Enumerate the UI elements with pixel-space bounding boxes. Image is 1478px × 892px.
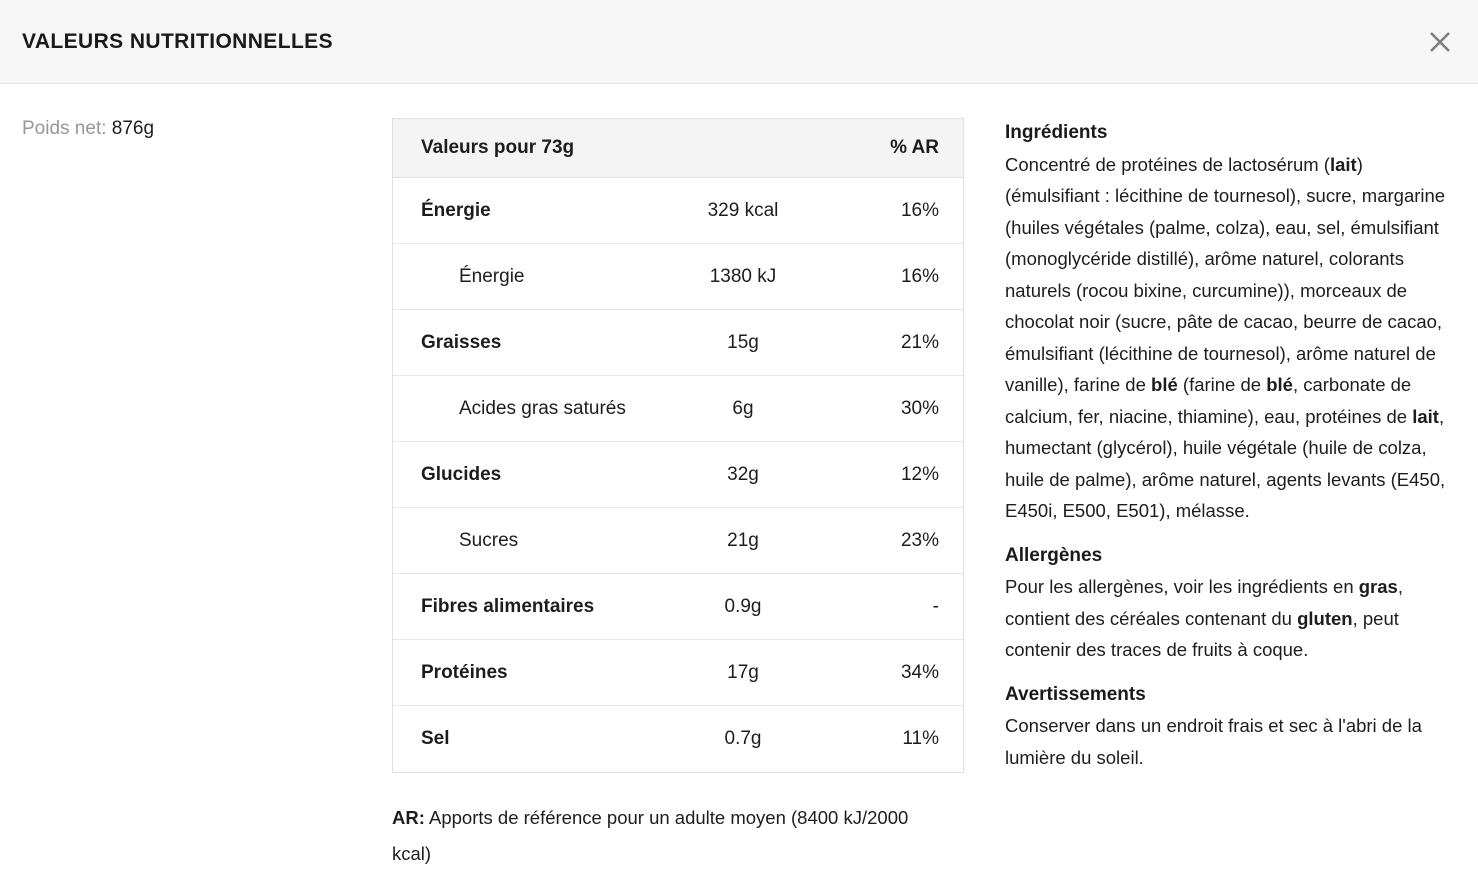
- nutrient-label: Graisses: [421, 331, 502, 353]
- text-run: , carbonate de calcium, fer, niacine, thiamine), eau, protéines de: [1005, 374, 1413, 427]
- text-run: Pour les allergènes, voir les ingrédients en: [1005, 576, 1359, 597]
- bold-allergen-term: blé: [1266, 374, 1293, 395]
- ingredients-text: [1005, 149, 1460, 527]
- nutrient-ar-percent: 16%: [900, 199, 939, 221]
- nutrient-ar-percent: 34%: [900, 661, 939, 683]
- text-run: (farine de: [1177, 374, 1267, 395]
- close-icon: [1424, 26, 1456, 58]
- net-weight-label: Poids net:: [22, 118, 107, 139]
- net-weight-value: 876g: [111, 118, 155, 139]
- allergens-text: [1005, 571, 1460, 666]
- nutrient-amount: 0.7g: [724, 728, 762, 749]
- text-run: ) (émulsifiant : lécithine de tournesol), sucre, margarine (huiles végétales (palme, colza), eau, sel, émulsifiant (monoglycéride distillé), arôme naturel, colorants naturels (rocou bixine, curcumine)), morceaux de chocolat noir (sucre, pâte de cacao, beurre de cacao, émulsifiant (lécithine de tournesol), arôme naturel de vanille), farine de: [1005, 153, 1446, 395]
- nutrient-ar-percent: 12%: [900, 463, 939, 485]
- nutrient-amount: 32g: [727, 463, 759, 485]
- info-column: [1005, 117, 1460, 786]
- table-row: [393, 508, 963, 574]
- table-row: [393, 310, 963, 376]
- nutrient-ar-percent: 16%: [900, 265, 939, 287]
- text-run: , peut contenir des traces de fruits à coque.: [1005, 607, 1399, 660]
- nutrient-ar-percent: 30%: [900, 397, 939, 419]
- ar-footnote: [392, 800, 937, 872]
- nutrition-rows: [393, 178, 963, 772]
- bold-allergen-term: blé: [1151, 374, 1178, 395]
- table-row: [393, 706, 963, 772]
- table-row: [393, 244, 963, 310]
- nutrient-amount: 329 kcal: [707, 199, 779, 221]
- nutrition-table-header: [393, 119, 963, 178]
- nutrient-label: Glucides: [421, 463, 502, 485]
- table-row: [393, 376, 963, 442]
- nutrition-table: [392, 118, 964, 773]
- ar-column-header: % AR: [890, 137, 939, 158]
- nutrient-ar-percent: 21%: [900, 331, 939, 353]
- modal-title: VALEURS NUTRITIONNELLES: [22, 29, 333, 53]
- nutrient-label: Sucres: [459, 529, 519, 551]
- allergens-heading: Allergènes: [1005, 544, 1103, 566]
- bold-allergen-term: lait: [1412, 405, 1439, 427]
- nutrient-amount: 0.9g: [724, 595, 762, 617]
- nutrient-ar-percent: 23%: [900, 529, 939, 551]
- close-button[interactable]: [1418, 20, 1462, 64]
- table-row: [393, 178, 963, 244]
- bold-allergen-term: gluten: [1297, 607, 1353, 629]
- net-weight: [22, 118, 154, 140]
- nutrient-amount: 6g: [732, 397, 754, 419]
- table-row: [393, 442, 963, 508]
- text-run: Concentré de protéines de lactosérum (: [1005, 153, 1330, 175]
- bold-allergen-term: lait: [1329, 153, 1357, 175]
- nutrient-amount: 21g: [727, 529, 759, 551]
- nutrient-amount: 1380 kJ: [709, 265, 777, 287]
- warnings-heading: Avertissements: [1005, 683, 1146, 705]
- ingredients-heading: Ingrédients: [1005, 122, 1108, 143]
- nutrient-label: Énergie: [459, 265, 525, 287]
- nutrient-amount: 15g: [727, 331, 759, 353]
- values-column-header: Valeurs pour 73g: [421, 137, 575, 158]
- nutrient-label: Énergie: [421, 199, 491, 221]
- nutrient-label: Protéines: [421, 661, 508, 683]
- bold-allergen-term: gras: [1358, 576, 1398, 597]
- nutrient-amount: 17g: [727, 661, 759, 683]
- text-run: , humectant (glycérol), huile végétale (huile de colza, huile de palme), arôme naturel, agents levants (E450, E450i, E500, E501), mélasse.: [1005, 405, 1446, 521]
- nutrient-label: Sel: [421, 728, 450, 749]
- nutrient-ar-percent: 11%: [902, 728, 939, 749]
- table-row: [393, 640, 963, 706]
- nutrient-label: Acides gras saturés: [459, 397, 626, 419]
- modal-header: [0, 0, 1478, 84]
- ar-footnote-text: Apports de référence pour un adulte moyen (8400 kJ/2000 kcal): [392, 807, 909, 864]
- nutrient-label: Fibres alimentaires: [421, 595, 595, 617]
- nutrient-ar-percent: -: [932, 595, 939, 617]
- warnings-text: Conserver dans un endroit frais et sec à l'abri de la lumière du soleil.: [1005, 715, 1422, 768]
- text-run: , contient des céréales contenant du: [1005, 576, 1403, 629]
- ar-footnote-label: AR:: [392, 807, 425, 828]
- table-row: [393, 574, 963, 640]
